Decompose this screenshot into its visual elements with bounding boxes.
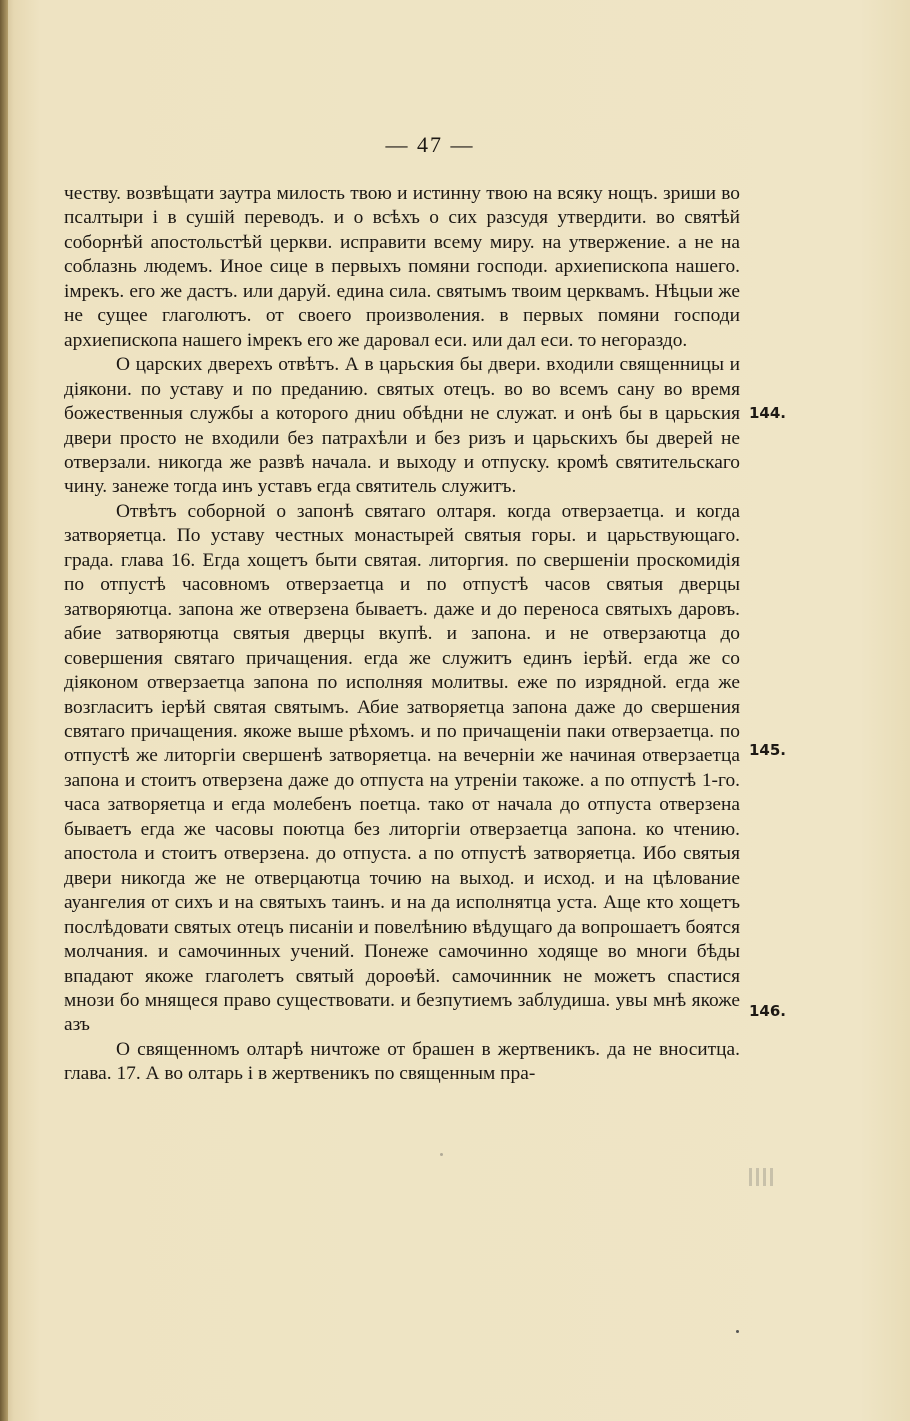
paper-speck	[440, 1153, 443, 1156]
body-text	[64, 182, 740, 1087]
paragraph-3: Отвѣтъ соборной о запонѣ святаго олтаря. когда отверзаетца. и когда затворяетца. По уставу честных монастырей святыя горы. и царьствующаго. града. глава 16. Егда хощетъ быти святая. литоргия. по свершеніи проскомидія по отпустѣ часовномъ отверзаетца и по отпустѣ часов святыя дверцы затворяютца. запона же отверзена бываетъ. даже и до переноса святыхъ даровъ. абие затворяютца святыя дверцы вкупѣ. и запона. и не отверзаютца до совершения святаго причащения. егда же служитъ единъ іерѣй. егда же со діяконом отверзаетца запона по исполняя молитвы. еже по изрядной. егда же возгласитъ іерѣй святая святымъ. Абие затворяетца запона даже до свершения святаго причащения. якоже выше рѣхомъ. и по причащеніи паки отверзаетца. по отпустѣ же литоргіи свершенѣ затворяетца. на вечерніи же начиная отверзаетца запона и стоитъ отверзена даже до отпуста на утреніи такоже. а по отпустѣ 1-го. часа затворяетца и егда молебенъ поетца. тако от начала до отпуста отверзена бываетъ егда же часовы поютца без литоргіи отверзаетца запона. ко чтению. апостола и стоитъ отверзена. до отпуста. а по отпустѣ затворяетца. Ибо святыя двери никогда же не отверцаютца точию на выход. и исход. и на цѣлование ауангелия от сихъ и на святыхъ таинъ. и на да исполнятца уста. Аще кто хощетъ послѣдовати святых отецъ писаніи и повелѣнию вѣдущаго да вопрошаетъ боятся молчания. и самочинных учений. Понеже самочинно ходяще во многи бѣды впадают якоже глаголетъ святый дороѳѣй. самочинник не можетъ спастися мнози бо мнящеся право существовати. и безпутиемъ заблудиша. увы мнѣ якоже азъ	[64, 500, 740, 1036]
margin-number-145: 145.	[749, 741, 787, 759]
margin-number-146: 146.	[749, 1002, 787, 1020]
paragraph-4: О священномъ олтарѣ ничтоже от брашен в жертвеникъ. да не вноситца. глава. 17. А во олтарь і в жертвеникъ по священным пра-	[64, 1038, 740, 1085]
paper-speck	[736, 1330, 739, 1333]
bleed-through-mark	[749, 1168, 777, 1186]
page-number: — 47 —	[385, 132, 475, 157]
page-binding-edge	[0, 0, 8, 1421]
paragraph-1: честву. возвѣщати заутра милость твою и истинну твою на всяку нощъ. зриши во псалтыри і в сушій переводъ. и о всѣхъ о сих разсудя утвердити. во святѣй соборнѣй апостольстѣй церкви. исправити всему миру. на утвержение. а не на соблазнь людемъ. Иное сице в первыхъ помяни господи. архиепископа нашего. імрекъ. его же дастъ. или даруй. едина сила. святымъ твоим церквамъ. Нѣцыи же не сущее глаголютъ. от своего произволения. в первых помяни господи архиепископа нашего імрекъ его же даровал еси. или дал еси. то негораздо.	[64, 183, 740, 351]
paragraph-2: О царских дверехъ отвѣтъ. А в царьския бы двери. входили священницы и діякони. по уставу и по преданию. святых отецъ. во во всемъ сану во время божественныя службы а которого дниu обѣдни не служат. и онѣ бы в царьския двери просто не входили без патрахѣли и без ризъ и царьскихъ бы дверей не отверзали. никогда же развѣ начала. и выходу и отпуску. кромѣ святительскаго чину. занеже тогда инъ уставъ егда святитель служитъ.	[64, 354, 740, 498]
margin-number-144: 144.	[749, 404, 787, 422]
